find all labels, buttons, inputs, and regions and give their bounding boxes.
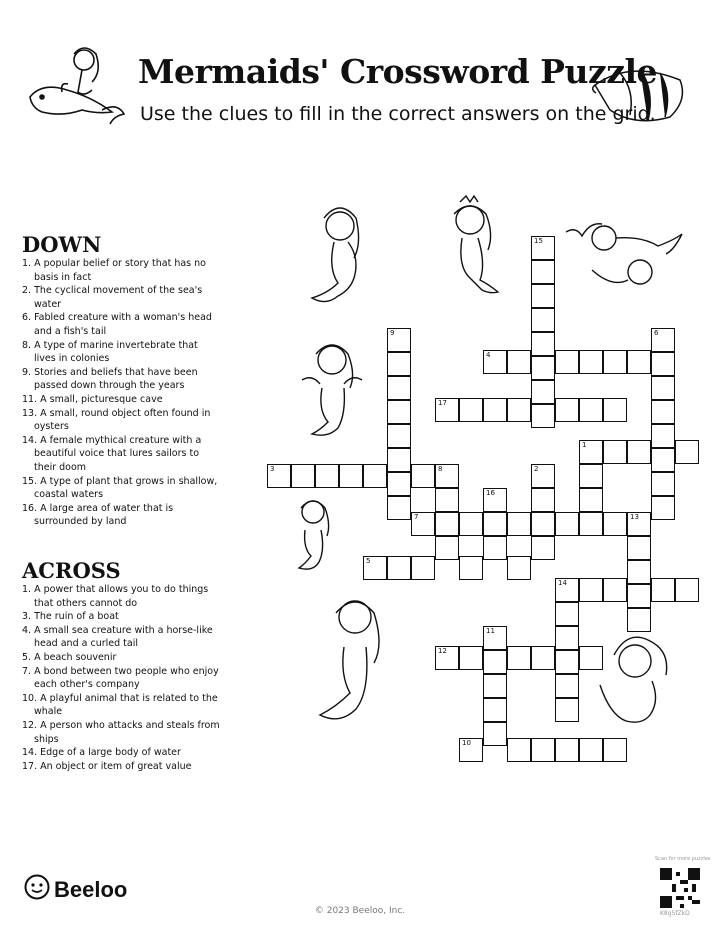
- mermaid-on-dolphin-illustration: [22, 42, 132, 137]
- grid-cell[interactable]: [411, 512, 435, 536]
- clue-number: 14: [558, 579, 567, 587]
- grid-cell[interactable]: [579, 350, 603, 374]
- clue-across-10: 10. A playful animal that is related to the whale: [22, 692, 218, 718]
- across-clue-list: [22, 583, 222, 773]
- grid-cell[interactable]: [363, 464, 387, 488]
- clue-number: 3: [270, 465, 275, 473]
- clue-across-7: 7. A bond between two people who enjoy each other's company: [22, 665, 219, 691]
- grid-cell[interactable]: [435, 512, 459, 536]
- grid-cell[interactable]: [531, 236, 555, 260]
- grid-cell[interactable]: [387, 328, 411, 352]
- grid-cell[interactable]: [555, 602, 579, 626]
- grid-cell[interactable]: [411, 464, 435, 488]
- grid-cell[interactable]: [483, 650, 507, 674]
- grid-cell[interactable]: [459, 738, 483, 762]
- down-clues-section: [22, 232, 222, 529]
- grid-cell[interactable]: [651, 578, 675, 602]
- grid-cell[interactable]: [627, 584, 651, 608]
- grid-cell[interactable]: [579, 488, 603, 512]
- grid-cell[interactable]: [483, 674, 507, 698]
- grid-cell[interactable]: [459, 556, 483, 580]
- grid-cell[interactable]: [651, 424, 675, 448]
- grid-cell[interactable]: [651, 328, 675, 352]
- grid-cell[interactable]: [555, 738, 579, 762]
- grid-cell[interactable]: [459, 398, 483, 422]
- grid-cell[interactable]: [411, 556, 435, 580]
- grid-cell[interactable]: [435, 536, 459, 560]
- clue-across-12: 12. A person who attacks and steals from ships: [22, 719, 220, 745]
- grid-cell[interactable]: [579, 464, 603, 488]
- clue-number: 11: [486, 627, 495, 635]
- grid-cell[interactable]: [483, 398, 507, 422]
- clue-across-5: 5. A beach souvenir: [22, 651, 117, 663]
- grid-cell[interactable]: [675, 440, 699, 464]
- down-clue-list: [22, 257, 222, 529]
- grid-cell[interactable]: [531, 536, 555, 560]
- grid-cell[interactable]: [387, 556, 411, 580]
- grid-cell[interactable]: [603, 738, 627, 762]
- qr-caption: Scan for more puzzles: [655, 856, 711, 862]
- grid-cell[interactable]: [459, 512, 483, 536]
- beeloo-logo-icon: [24, 874, 50, 900]
- grid-cell[interactable]: [627, 440, 651, 464]
- clue-number: 9: [390, 329, 395, 337]
- grid-cell[interactable]: [579, 738, 603, 762]
- clue-down-16: 16. A large area of water that is surrounded by land: [22, 502, 174, 528]
- mermaid-illustration: [300, 585, 405, 730]
- qr-code-icon[interactable]: [660, 868, 700, 908]
- grid-cell[interactable]: [435, 488, 459, 512]
- grid-cell[interactable]: [435, 398, 459, 422]
- page-title: Mermaids' Crossword Puzzle: [138, 52, 657, 91]
- clue-down-8: 8. A type of marine invertebrate that lives in colonies: [22, 339, 198, 365]
- mermaid-illustration: [580, 625, 685, 730]
- clue-number: 17: [438, 399, 447, 407]
- grid-cell[interactable]: [387, 496, 411, 520]
- grid-cell[interactable]: [531, 738, 555, 762]
- grid-cell[interactable]: [651, 496, 675, 520]
- grid-cell[interactable]: [579, 440, 603, 464]
- grid-cell[interactable]: [507, 738, 531, 762]
- grid-cell[interactable]: [555, 698, 579, 722]
- down-heading: DOWN: [22, 232, 102, 257]
- clue-across-14: 14. Edge of a large body of water: [22, 747, 181, 759]
- grid-cell[interactable]: [387, 424, 411, 448]
- mermaid-illustration: [292, 330, 372, 440]
- grid-cell[interactable]: [483, 722, 507, 746]
- grid-cell[interactable]: [531, 464, 555, 488]
- grid-cell[interactable]: [555, 626, 579, 650]
- grid-cell[interactable]: [267, 464, 291, 488]
- grid-cell[interactable]: [555, 350, 579, 374]
- grid-cell[interactable]: [507, 646, 531, 670]
- page-subtitle: Use the clues to fill in the correct answers on the grid.: [140, 103, 656, 125]
- grid-cell[interactable]: [555, 650, 579, 674]
- grid-cell[interactable]: [531, 284, 555, 308]
- clue-down-1: 1. A popular belief or story that has no basis in fact: [22, 258, 206, 283]
- grid-cell[interactable]: [627, 560, 651, 584]
- clue-number: 2: [534, 465, 539, 473]
- grid-cell[interactable]: [387, 400, 411, 424]
- grid-cell[interactable]: [579, 512, 603, 536]
- grid-cell[interactable]: [555, 578, 579, 602]
- grid-cell[interactable]: [387, 472, 411, 496]
- grid-cell[interactable]: [531, 308, 555, 332]
- clue-number: 12: [438, 647, 447, 655]
- grid-cell[interactable]: [603, 398, 627, 422]
- grid-cell[interactable]: [339, 464, 363, 488]
- grid-cell[interactable]: [291, 464, 315, 488]
- grid-cell[interactable]: [483, 512, 507, 536]
- clue-number: 16: [486, 489, 495, 497]
- grid-cell[interactable]: [627, 536, 651, 560]
- grid-cell[interactable]: [507, 556, 531, 580]
- clue-across-17: 17. An object or item of great value: [22, 760, 192, 772]
- grid-cell[interactable]: [579, 398, 603, 422]
- grid-cell[interactable]: [531, 260, 555, 284]
- grid-cell[interactable]: [483, 698, 507, 722]
- grid-cell[interactable]: [507, 398, 531, 422]
- grid-cell[interactable]: [603, 512, 627, 536]
- grid-cell[interactable]: [387, 376, 411, 400]
- grid-cell[interactable]: [555, 512, 579, 536]
- grid-cell[interactable]: [579, 578, 603, 602]
- clue-down-2: 2. The cyclical movement of the sea's water: [22, 285, 203, 310]
- grid-cell[interactable]: [531, 332, 555, 356]
- grid-cell[interactable]: [531, 380, 555, 404]
- grid-cell[interactable]: [651, 472, 675, 496]
- clue-number: 6: [654, 329, 659, 337]
- mermaid-illustration: [298, 198, 378, 313]
- clue-down-13: 13. A small, round object often found in oysters: [22, 407, 211, 433]
- clue-number: 8: [438, 465, 443, 473]
- grid-cell[interactable]: [651, 376, 675, 400]
- clue-down-15: 15. A type of plant that grows in shallow, coastal waters: [22, 475, 218, 501]
- clue-down-9: 9. Stories and beliefs that have been passed down through the years: [22, 366, 198, 392]
- grid-cell[interactable]: [387, 448, 411, 472]
- grid-cell[interactable]: [483, 536, 507, 560]
- clue-down-6: 6. Fabled creature with a woman's head and a fish's tail: [22, 312, 212, 337]
- grid-cell[interactable]: [603, 350, 627, 374]
- grid-cell[interactable]: [531, 512, 555, 536]
- grid-cell[interactable]: [531, 488, 555, 512]
- mermaid-illustration: [285, 490, 345, 575]
- clue-number: 1: [582, 441, 587, 449]
- grid-cell[interactable]: [459, 646, 483, 670]
- grid-cell[interactable]: [579, 646, 603, 670]
- clue-number: 13: [630, 513, 639, 521]
- clue-across-4: 4. A small sea creature with a horse-like head and a curled tail: [22, 624, 213, 650]
- clue-down-14: 14. A female mythical creature with a beautiful voice that lures sailors to their doom: [22, 434, 202, 473]
- clue-number: 15: [534, 237, 543, 245]
- grid-cell[interactable]: [507, 512, 531, 536]
- grid-cell[interactable]: [483, 350, 507, 374]
- grid-cell[interactable]: [387, 352, 411, 376]
- across-heading: ACROSS: [22, 558, 121, 583]
- across-clues-section: [22, 558, 222, 773]
- grid-cell[interactable]: [627, 350, 651, 374]
- mermaid-pair-illustration: [562, 210, 687, 305]
- clue-across-3: 3. The ruin of a boat: [22, 611, 119, 623]
- mermaid-illustration: [432, 194, 507, 304]
- beeloo-brand: Beeloo: [54, 877, 128, 902]
- grid-cell[interactable]: [627, 608, 651, 632]
- grid-cell[interactable]: [531, 404, 555, 428]
- grid-cell[interactable]: [531, 646, 555, 670]
- grid-cell[interactable]: [483, 488, 507, 512]
- grid-cell[interactable]: [651, 448, 675, 472]
- grid-cell[interactable]: [651, 352, 675, 376]
- grid-cell[interactable]: [675, 578, 699, 602]
- grid-cell[interactable]: [555, 674, 579, 698]
- clue-number: 4: [486, 351, 491, 359]
- clue-down-11: 11. A small, picturesque cave: [22, 393, 163, 405]
- copyright-text: © 2023 Beeloo, Inc.: [314, 906, 406, 916]
- grid-cell[interactable]: [555, 398, 579, 422]
- grid-cell[interactable]: [483, 626, 507, 650]
- grid-cell[interactable]: [651, 400, 675, 424]
- grid-cell[interactable]: [603, 578, 627, 602]
- grid-cell[interactable]: [603, 440, 627, 464]
- grid-cell[interactable]: [435, 464, 459, 488]
- qr-code-label: K8g5fZkD: [660, 910, 690, 917]
- grid-cell[interactable]: [363, 556, 387, 580]
- grid-cell[interactable]: [435, 646, 459, 670]
- clue-across-1: 1. A power that allows you to do things that others cannot do: [22, 584, 209, 609]
- grid-cell[interactable]: [507, 350, 531, 374]
- grid-cell[interactable]: [315, 464, 339, 488]
- grid-cell[interactable]: [627, 512, 651, 536]
- grid-cell[interactable]: [531, 356, 555, 380]
- clue-number: 5: [366, 557, 371, 565]
- clue-number: 10: [462, 739, 471, 747]
- clue-number: 7: [414, 513, 419, 521]
